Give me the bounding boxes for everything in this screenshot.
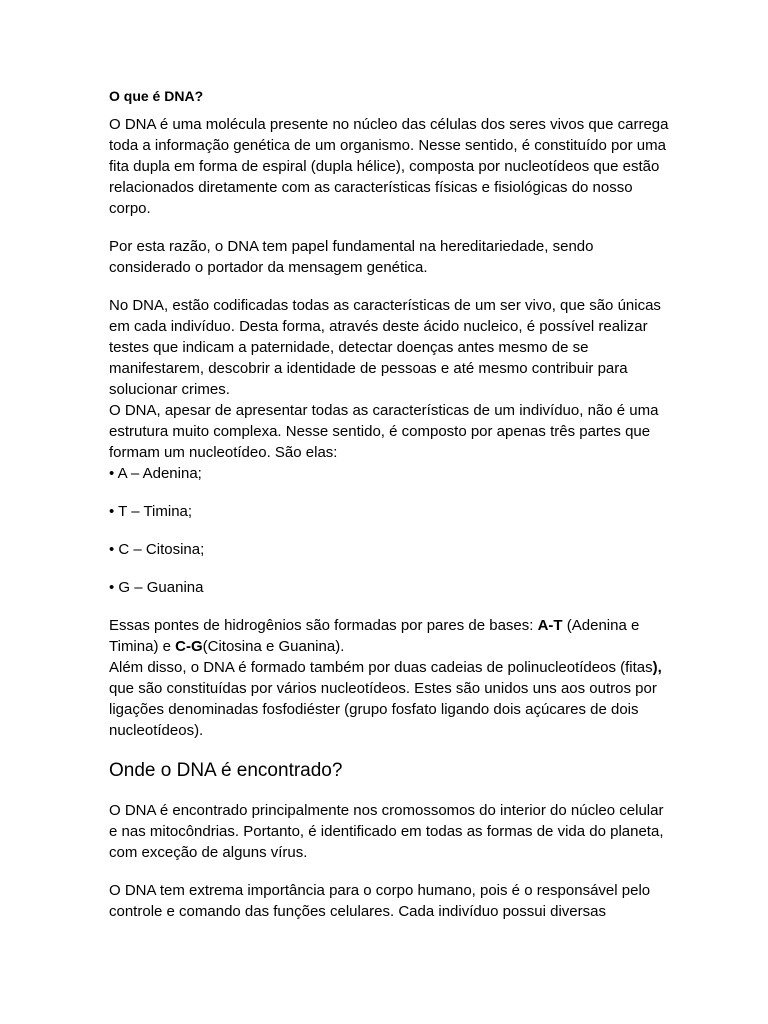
paragraph-base-pairs bbox=[109, 615, 669, 657]
section-heading-where-found: Onde o DNA é encontrado? bbox=[109, 760, 343, 781]
bullet-citosina: • C – Citosina; bbox=[109, 541, 205, 558]
pair-c-g: C-G bbox=[175, 638, 203, 655]
section-heading-what-is-dna: O que é DNA? bbox=[109, 88, 204, 104]
bullet-adenina: • A – Adenina; bbox=[109, 465, 202, 482]
paragraph-definition: O DNA é uma molécula presente no núcleo das células dos seres vivos que carrega toda a informação genética de um organismo. Nesse sentido, é constituído por uma fita dupla em forma de espiral (dupla hélice), composta por nucleotídeos que estão relacionados diretamente com as características físicas e fisiológicas do nosso corpo. bbox=[109, 116, 669, 217]
paragraph-polynucleotide-chains bbox=[109, 657, 669, 741]
paragraph-importance: O DNA tem extrema importância para o corpo humano, pois é o responsável pelo controle e comando das funções celulares. Cada indivíduo possui diversas bbox=[109, 882, 651, 920]
base-pairs-text-3: (Citosina e Guanina). bbox=[202, 638, 345, 655]
bullet-guanina: • G – Guanina bbox=[109, 579, 204, 596]
chains-text-1: Além disso, o DNA é formado também por duas cadeias de polinucleotídeos (fitas bbox=[109, 659, 653, 676]
bullet-timina: • T – Timina; bbox=[109, 503, 193, 520]
paragraph-location: O DNA é encontrado principalmente nos cromossomos do interior do núcleo celular e nas mitocôndrias. Portanto, é identificado em todas as formas de vida do planeta, com exceção de alguns vírus. bbox=[109, 802, 664, 861]
pair-a-t: A-T bbox=[537, 617, 563, 634]
paragraph-structure: O DNA, apesar de apresentar todas as características de um indivíduo, não é uma estrutura muito complexa. Nesse sentido, é composto por apenas três partes que formam um nucleotídeo. São elas: bbox=[109, 402, 659, 461]
chains-bold-paren: ), bbox=[652, 659, 662, 676]
paragraph-heredity: Por esta razão, o DNA tem papel fundamental na hereditariedade, sendo considerado o portador da mensagem genética. bbox=[109, 238, 594, 276]
document-page bbox=[109, 86, 669, 939]
chains-text-2: que são constituídas por vários nucleotídeos. Estes são unidos uns aos outros por ligações denominadas fosfodiéster (grupo fosfato ligando dois açúcares de dois nucleotídeos). bbox=[109, 680, 657, 739]
paragraph-characteristics: No DNA, estão codificadas todas as características de um ser vivo, que são únicas em cada indivíduo. Desta forma, através deste ácido nucleico, é possível realizar testes que indicam a paternidade, detectar doenças antes mesmo de se manifestarem, descobrir a identidade de pessoas e até mesmo contribuir para solucionar crimes. bbox=[109, 297, 661, 398]
base-pairs-text-2: (Adenina e Timina) e bbox=[109, 617, 640, 655]
base-pairs-text-1: Essas pontes de hidrogênios são formadas por pares de bases: bbox=[109, 617, 538, 634]
